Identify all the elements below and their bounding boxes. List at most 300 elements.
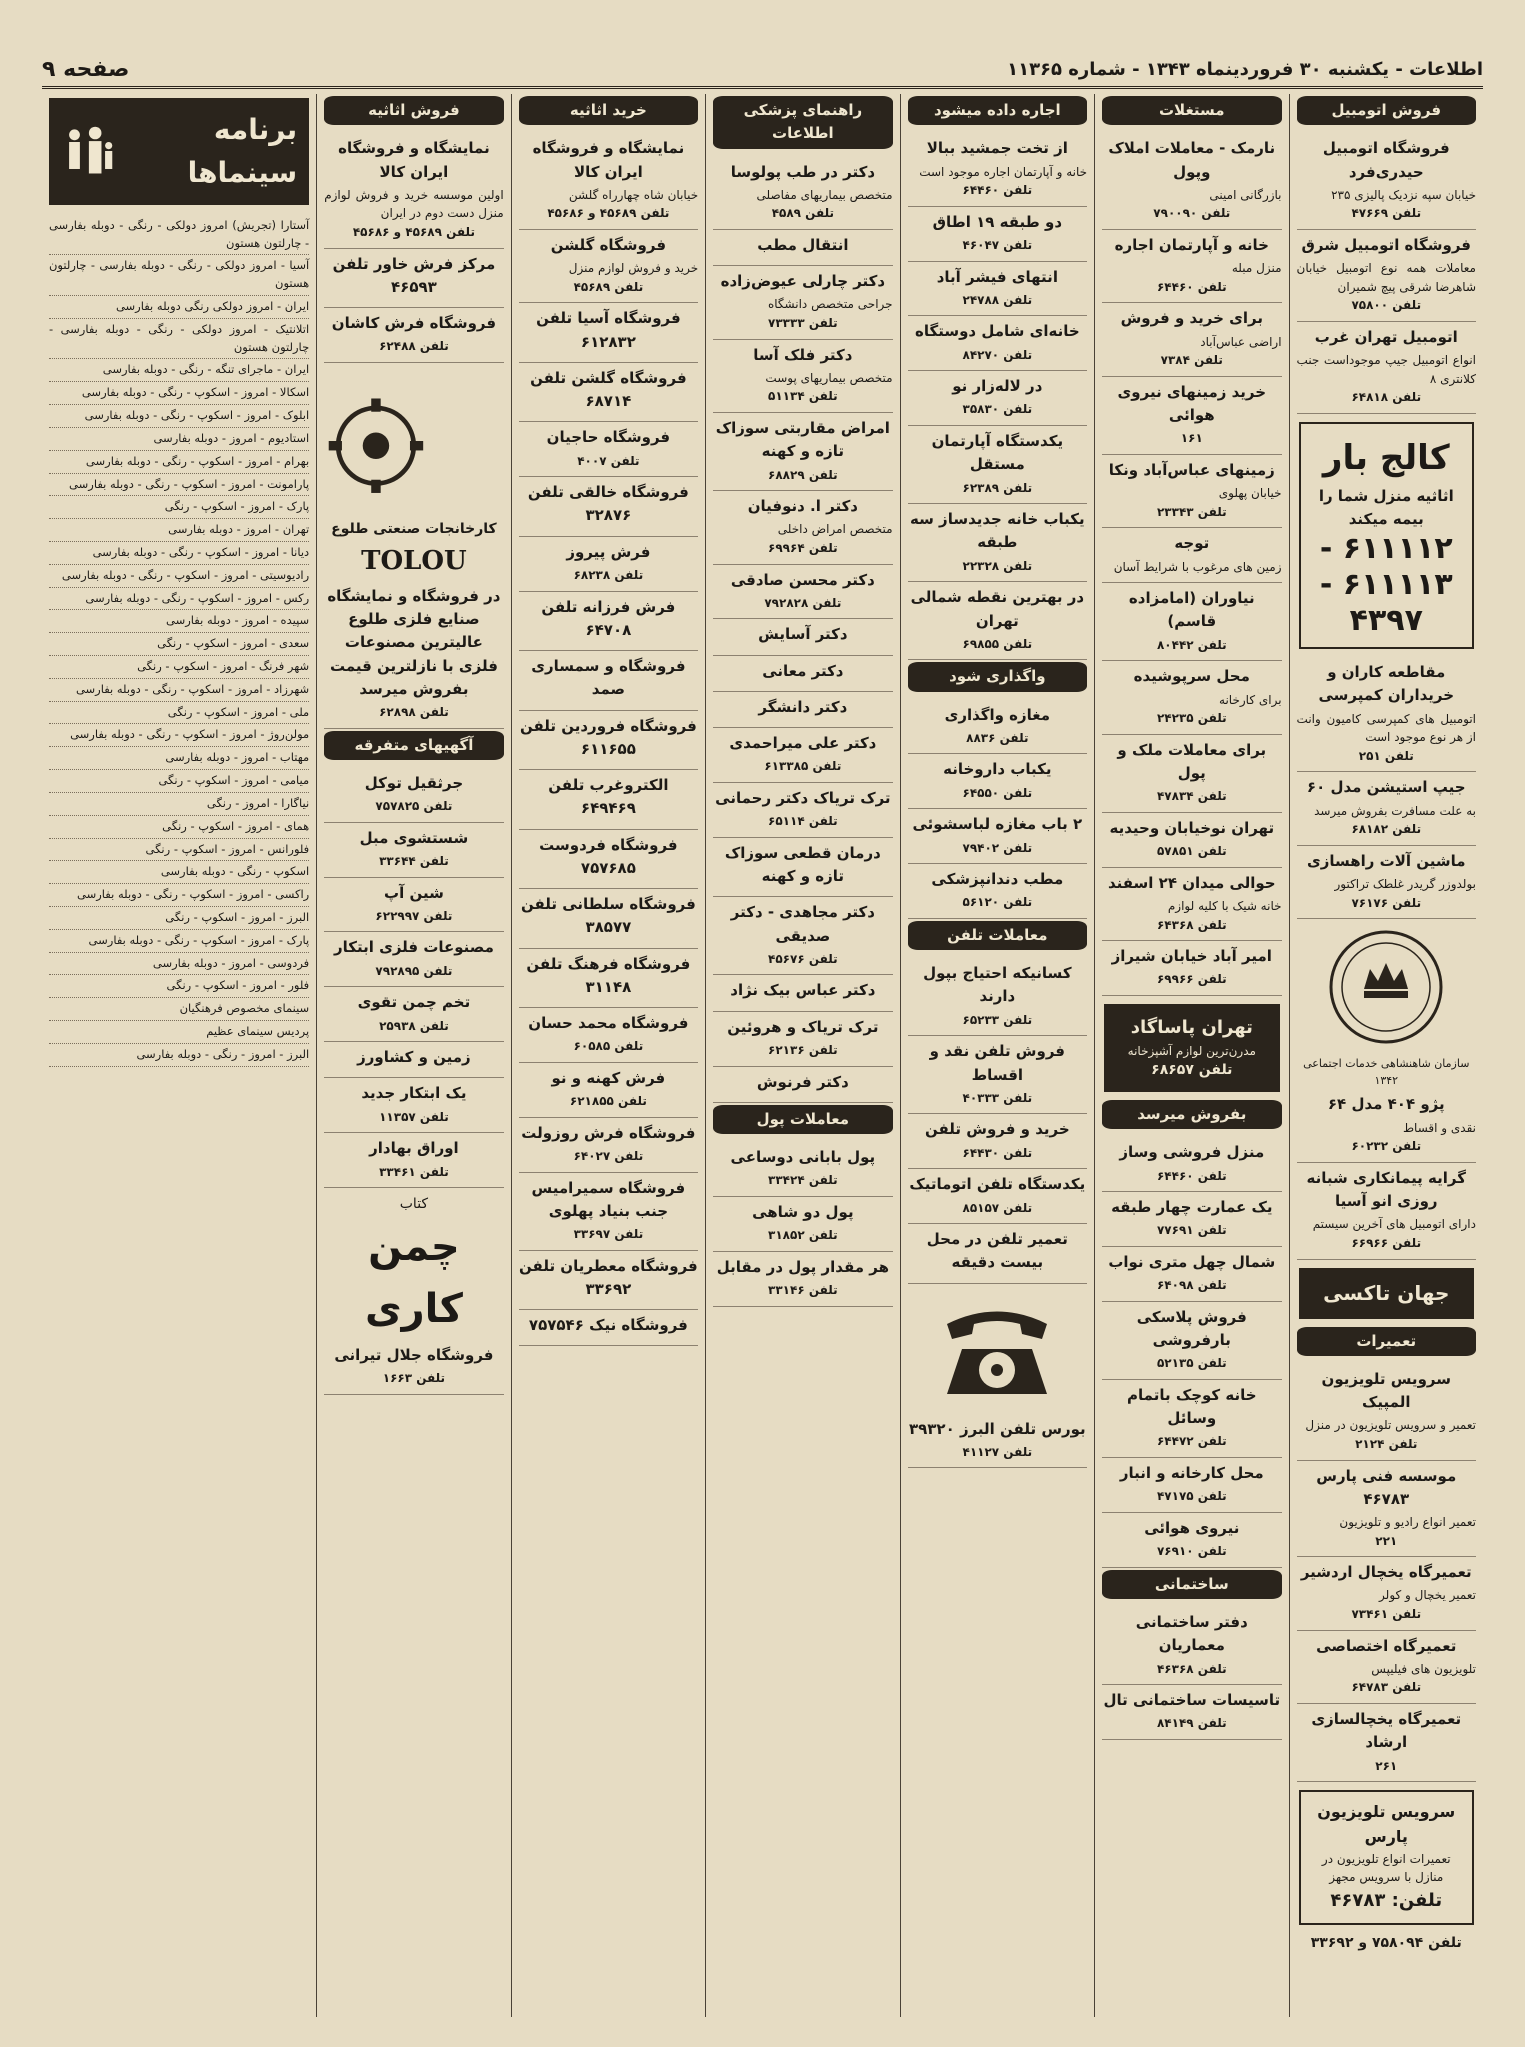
ad bbox=[1297, 1364, 1476, 1461]
cinema-listing: پارک - امروز - اسکوپ - رنگی - دوبله بفارسی bbox=[49, 930, 309, 953]
ad bbox=[713, 838, 892, 898]
ad-title: جیپ استیشن مدل ۶۰ bbox=[1306, 778, 1466, 797]
ad-phone: تلفن ۴۰۰۷ bbox=[577, 453, 640, 468]
ad bbox=[1297, 772, 1476, 845]
cinema-listing: فلور - امروز - اسکوپ - رنگی bbox=[49, 975, 309, 998]
ad-phone: تلفن ۸۵۱۵۷ bbox=[962, 1200, 1033, 1215]
ad-title: فروشگاه نیک ۷۵۷۵۴۶ bbox=[528, 1316, 688, 1335]
tolou-emblem-title: کارخانجات صنعتی طلوع bbox=[331, 520, 497, 537]
ad bbox=[713, 413, 892, 491]
ad-title: گرایه پیمانکاری شبانه روزی انو آسیا bbox=[1306, 1168, 1466, 1211]
ad bbox=[1297, 1163, 1476, 1260]
column-header-home-purchase: خرید اثاثیه bbox=[519, 96, 698, 125]
ad bbox=[519, 1251, 698, 1311]
ad-phone: تلفن ۷۶۹۱۰ bbox=[1156, 1544, 1227, 1559]
ad bbox=[713, 157, 892, 230]
ad-phone: تلفن ۶۹۸۵۵ bbox=[962, 636, 1033, 651]
ad-body: خیابان شاه چهارراه گلشن bbox=[568, 187, 699, 202]
ad bbox=[324, 1078, 503, 1133]
ad-title: پژو ۴۰۴ مدل ۶۴ bbox=[1327, 1095, 1445, 1114]
ad-title: فرش کهنه و نو bbox=[551, 1068, 666, 1087]
ad-phone: تلفن ۶۲۳۸۹ bbox=[962, 480, 1033, 495]
cinema-listing: شهر فرنگ - امروز - اسکوپ - رنگی bbox=[49, 656, 309, 679]
ad bbox=[713, 266, 892, 339]
ad-phone: تلفن ۱۶۶۳ bbox=[382, 1371, 446, 1386]
ad bbox=[1297, 322, 1476, 414]
ad bbox=[908, 426, 1087, 504]
ad-title: یکدستگاه آپارتمان مستقل bbox=[931, 432, 1064, 474]
ad-title: نیاوران (امامزاده قاسم) bbox=[1128, 589, 1255, 631]
ad bbox=[908, 316, 1087, 371]
ad bbox=[519, 770, 698, 830]
social-services-seal bbox=[1297, 927, 1476, 1047]
ad-title: بورس تلفن البرز ۳۹۳۲۰ bbox=[908, 1419, 1086, 1438]
ad-title: ترک تریاک دکتر رحمانی bbox=[715, 789, 891, 808]
column-header-auto: فروش اتومبیل bbox=[1297, 96, 1476, 125]
ad bbox=[713, 656, 892, 692]
cinema-listing: ایران - امروز دولکی رنگی دوبله بفارسی bbox=[49, 296, 309, 319]
column-auto-sales bbox=[1289, 94, 1483, 2017]
ad-phone: تلفن ۶۴۰۲۷ bbox=[573, 1149, 644, 1163]
ad-phone: تلفن ۳۳۴۶۱ bbox=[379, 1164, 449, 1179]
ad-body: به علت مسافرت بفروش میرسد bbox=[1314, 803, 1476, 818]
ad-title: فروشگاه فرهنگ تلفن ۳۱۱۴۸ bbox=[526, 954, 691, 996]
tolou-emblem bbox=[324, 371, 503, 511]
cinema-listing: مهتاب - امروز - دوبله بفارسی bbox=[49, 747, 309, 770]
ad-phone: تلفن ۲۵۱ bbox=[1358, 748, 1414, 763]
ad-body: بولدوزر گریدر غلطک تراکتور bbox=[1334, 877, 1476, 892]
ad-phone: تلفن ۷۷۶۹۱ bbox=[1156, 1223, 1227, 1238]
cinema-listing: تهران - امروز - دوبله بفارسی bbox=[49, 519, 309, 542]
ad bbox=[1297, 133, 1476, 230]
ad-body: متخصص بیماریهای پوست bbox=[765, 370, 893, 385]
ad-title: دکتر در طب پولوسا bbox=[730, 162, 876, 181]
column-header-transfer: واگذاری شود bbox=[908, 662, 1087, 691]
column-header-money: معاملات پول bbox=[713, 1105, 892, 1134]
ad-title: تاسیسات ساختمانی تال bbox=[1103, 1691, 1281, 1710]
column-header-rentals: اجاره داده میشود bbox=[908, 96, 1087, 125]
ad-body: خیابان سپه نزدیک پالیزی ۲۳۵ bbox=[1331, 187, 1476, 202]
chaman-book-kicker: کتاب bbox=[399, 1196, 429, 1213]
ad bbox=[713, 1142, 892, 1197]
ad-phone: ۱۶۱ bbox=[1180, 431, 1203, 446]
paper-dateline: اطلاعات - یکشنبه ۳۰ فروردینماه ۱۳۴۳ - شماره ۱۱۳۶۵ bbox=[1007, 58, 1483, 80]
ad-title: جرثقیل توکل bbox=[364, 773, 464, 792]
cinema-listing: سینمای مخصوص فرهنگیان bbox=[49, 998, 309, 1021]
ad-phone: تلفن ۷۹۲۸۲۸ bbox=[764, 595, 842, 610]
ad-body: برای کارخانه bbox=[1219, 692, 1282, 707]
ad-phone: تلفن ۴۰۳۳۳ bbox=[962, 1090, 1033, 1105]
ad-title: زمینهای عباس‌آباد ونکا bbox=[1108, 460, 1275, 479]
ad-body: تعمیر و سرویس تلویزیون در منزل bbox=[1305, 1418, 1476, 1433]
tehran-pasargad-body: مدرن‌ترین لوازم آشپزخانه bbox=[1127, 1043, 1256, 1058]
ad-phone: تلفن ۶۲۱۸۵۵ bbox=[569, 1094, 647, 1109]
ad bbox=[713, 783, 892, 838]
ad-body: دارای اتومبیل های آخرین سیستم bbox=[1312, 1217, 1476, 1232]
cinema-listing: بهرام - امروز - اسکوپ - رنگی - دوبله بفارسی bbox=[49, 451, 309, 474]
ad-title: دکتر محسن صادقی bbox=[730, 570, 875, 589]
ad-body: اراضی عباس‌آباد bbox=[1200, 334, 1282, 349]
ad-title: ۲ باب مغازه لباسشوئی bbox=[912, 815, 1083, 834]
cinema-listing: پارامونت - امروز - اسکوپ - رنگی - دوبله بفارسی bbox=[49, 474, 309, 497]
ad-title: نمایشگاه و فروشگاه ایران کالا bbox=[532, 139, 685, 181]
ad-phone: تلفن ۷۹۰۰۹۰ bbox=[1153, 206, 1231, 221]
ad-title: دکتر چارلی عیوض‌زاده bbox=[720, 272, 886, 291]
column-header-repairs: تعمیرات bbox=[1297, 1327, 1476, 1356]
column-rentals bbox=[900, 94, 1094, 2017]
ad bbox=[908, 504, 1087, 582]
ad-title: فروشگاه گلشن bbox=[550, 235, 667, 254]
column-header-for-sale: بفروش میرسد bbox=[1102, 1100, 1281, 1129]
ad-title: موسسه فنی پارس ۴۶۷۸۳ bbox=[1316, 1466, 1457, 1508]
ad-phone: تلفن ۶۶۹۶۶ bbox=[1351, 1235, 1422, 1250]
ad-phone: تلفن ۶۱۳۳۸۵ bbox=[764, 759, 842, 774]
ad bbox=[713, 728, 892, 783]
ad-phone: تلفن ۴۷۶۶۹ bbox=[1351, 206, 1422, 221]
cinema-listing: سعدی - امروز - اسکوپ - رنگی bbox=[49, 633, 309, 656]
ad-phone: تلفن ۳۱۸۵۲ bbox=[768, 1228, 838, 1243]
ad-title: برای خرید و فروش bbox=[1120, 309, 1264, 328]
ad bbox=[713, 975, 892, 1011]
cinema-listing: میامی - امروز - اسکوپ - رنگی bbox=[49, 770, 309, 793]
ad bbox=[1102, 1380, 1281, 1458]
ad-phone: تلفن ۶۴۴۶۰ bbox=[1156, 279, 1227, 294]
ad bbox=[324, 932, 503, 987]
pars-tv-title: سرویس تلویزیون پارس bbox=[1317, 1802, 1456, 1846]
ad-title: شین آپ bbox=[384, 883, 444, 902]
ad bbox=[908, 133, 1087, 206]
ad bbox=[519, 230, 698, 303]
college-bar-phones: ۶۱۱۱۱۲ - ۶۱۱۱۱۳ - ۴۳۹۷ bbox=[1319, 531, 1453, 639]
cinema-listing: ایران - ماجرای تنگه - رنگی - دوبله بفارسی bbox=[49, 359, 309, 382]
column-doctors bbox=[705, 94, 899, 2017]
ad-phone: تلفن ۲۴۲۳۵ bbox=[1156, 711, 1227, 726]
ad-body: معاملات همه نوع اتومبیل خیابان شاهرضا شرقی پیچ شمیران bbox=[1296, 261, 1476, 294]
ad-title: دکتر آسایش bbox=[758, 625, 848, 644]
ad-title: اتومبیل تهران غرب bbox=[1314, 327, 1458, 346]
ad bbox=[519, 651, 698, 711]
ad-title: فروشگاه اتومبیل شرق bbox=[1301, 235, 1471, 254]
ad bbox=[519, 303, 698, 363]
ad bbox=[1297, 1704, 1476, 1782]
ad-title: فروشگاه گلشن تلفن ۶۸۷۱۴ bbox=[530, 368, 687, 411]
ad-title: دکتر ا. دنوفیان bbox=[747, 497, 858, 516]
ad-phone: تلفن ۷۵۸۰۰ bbox=[1351, 298, 1422, 313]
ad bbox=[519, 537, 698, 592]
ad-title: فروشگاه فرش روزولت bbox=[521, 1123, 696, 1142]
cinema-banner-title: برنامه سینماها bbox=[187, 113, 298, 190]
ad-phone: تلفن ۶۴۰۹۸ bbox=[1156, 1278, 1227, 1293]
ad-title: یک عمارت چهار طبقه bbox=[1111, 1198, 1273, 1217]
ad bbox=[713, 230, 892, 266]
ad-body: زمین های مرغوب با شرایط آسان bbox=[1113, 559, 1282, 574]
ad bbox=[519, 1310, 698, 1346]
ad bbox=[324, 308, 503, 363]
ad-title: مصنوعات فلزی ابتکار bbox=[333, 938, 494, 957]
ad-body: خانه و آپارتمان اجاره موجود است bbox=[919, 164, 1088, 179]
ad-title: امیر آباد خیابان شیراز bbox=[1111, 947, 1272, 966]
crown-seal-icon bbox=[1326, 927, 1446, 1047]
ad-phone: تلفن ۴۷۱۷۵ bbox=[1156, 1489, 1227, 1504]
college-bar-subtitle: اثاثیه منزل شما را بیمه میکند bbox=[1318, 486, 1454, 528]
column-header-phone-deals: معاملات تلفن bbox=[908, 921, 1087, 950]
ad-title: پول دو شاهی bbox=[752, 1202, 854, 1221]
ad bbox=[713, 1252, 892, 1307]
ad-title: تخم چمن تقوی bbox=[357, 993, 471, 1012]
ad bbox=[519, 422, 698, 477]
ad bbox=[1102, 1513, 1281, 1568]
ad-title: امراض مقاربتی سوزاک تازه و کهنه bbox=[715, 419, 890, 461]
ad-title: زمین و کشاورز bbox=[357, 1048, 471, 1067]
ad bbox=[1297, 1557, 1476, 1630]
ad-phone: تلفن ۶۰۲۳۲ bbox=[1351, 1139, 1422, 1154]
ad bbox=[1102, 1458, 1281, 1513]
column-cinema-program bbox=[42, 94, 316, 2017]
ad bbox=[713, 1067, 892, 1103]
ad bbox=[713, 565, 892, 620]
column-home-purchase bbox=[511, 94, 705, 2017]
cinema-listing: دیانا - امروز - اسکوپ - رنگی - دوبله بفارسی bbox=[49, 542, 309, 565]
ad-phone: تلفن ۲۳۳۴۳ bbox=[1156, 504, 1227, 519]
pars-tv-body: تعمیرات انواع تلویزیون در منازل با سرویس مجهز bbox=[1321, 1851, 1451, 1885]
ad bbox=[1297, 657, 1476, 772]
ad-phone: تلفن ۴۵۶۸۹ و ۴۵۶۸۶ bbox=[547, 206, 670, 221]
ad bbox=[1102, 1607, 1281, 1685]
ad-title: فروشگاه خالقی تلفن ۳۲۸۷۶ bbox=[527, 483, 689, 525]
ad-phone: تلفن ۶۴۸۱۸ bbox=[1351, 390, 1422, 405]
ad-title: دو طبقه ۱۹ اطاق bbox=[932, 212, 1063, 231]
ad-title: خانه‌ای شامل دوستگاه bbox=[914, 322, 1080, 341]
ad-title: الکتروغرب تلفن ۶۴۹۴۶۹ bbox=[548, 776, 669, 818]
ad-phone: تلفن ۴۱۱۲۷ bbox=[962, 1444, 1033, 1459]
ad bbox=[1102, 303, 1281, 376]
ad-title: محل کارخانه و انبار bbox=[1119, 1464, 1264, 1483]
ad-phone: تلفن ۸۸۳۶ bbox=[966, 730, 1029, 745]
ad bbox=[1297, 1631, 1476, 1704]
column-header-furniture-sales: فروش اثاثیه bbox=[324, 96, 503, 125]
ad-phone: تلفن ۴۶۰۴۷ bbox=[962, 237, 1033, 252]
family-figures-icon bbox=[61, 123, 115, 179]
ad bbox=[324, 878, 503, 933]
ad bbox=[324, 823, 503, 878]
ad-body: بازرگانی امینی bbox=[1209, 187, 1282, 202]
ad-title: تعمیرگاه اختصاصی bbox=[1316, 1636, 1457, 1655]
ad-phone: تلفن ۴۵۶۸۹ bbox=[573, 279, 644, 294]
ad-title: نمایشگاه و فروشگاه ایران کالا bbox=[338, 139, 490, 181]
ad-phone: تلفن ۴۵۶۸۹ و ۴۵۶۸۶ bbox=[352, 224, 475, 239]
ad-title: تعمیرگاه یخچالسازی ارشاد bbox=[1311, 1710, 1462, 1752]
ad-title: دکتر معانی bbox=[762, 661, 844, 680]
ad-title: فروشگاه جلال تیرانی bbox=[334, 1345, 494, 1364]
ad-title: کسانیکه احتیاج بپول دارند bbox=[923, 964, 1072, 1006]
ad-title: سرویس تلویزیون المپیک bbox=[1321, 1369, 1451, 1412]
ad-phone: تلفن ۴۵۶۷۶ bbox=[768, 951, 838, 966]
ad-phone: تلفن ۶۸۸۲۹ bbox=[768, 467, 838, 482]
cinema-listing: فلورانس - امروز - اسکوپ - رنگی bbox=[49, 839, 309, 862]
ad bbox=[1297, 1089, 1476, 1162]
ad-phone: تلفن ۵۷۸۵۱ bbox=[1156, 844, 1227, 859]
cinema-listing: ابلوک - امروز - اسکوپ - رنگی - دوبله بفارسی bbox=[49, 405, 309, 428]
cinema-listing: استادیوم - امروز - دوبله بفارسی bbox=[49, 428, 309, 451]
ad bbox=[908, 207, 1087, 262]
ad bbox=[519, 592, 698, 652]
ad-phone: تلفن ۷۵۷۸۲۵ bbox=[375, 799, 453, 814]
ad bbox=[1102, 583, 1281, 661]
ad-title: حوالی میدان ۲۴ اسفند bbox=[1107, 873, 1276, 892]
cinema-listing: البرز - امروز - اسکوپ - رنگی bbox=[49, 907, 309, 930]
ad bbox=[908, 700, 1087, 755]
ad-phone: تلفن ۶۲۴۸۸ bbox=[379, 339, 449, 354]
column-furniture-sales bbox=[316, 94, 510, 2017]
ad-title: خانه کوچک باتمام وسائل bbox=[1127, 1385, 1257, 1428]
jahan-taxi-title: جهان تاکسی bbox=[1323, 1280, 1450, 1305]
ad-body: تعمیر انواع رادیو و تلویزیون bbox=[1339, 1515, 1476, 1529]
ad-phone: تلفن ۶۸۱۸۲ bbox=[1351, 822, 1422, 837]
ad-title: خانه و آپارتمان اجاره bbox=[1114, 235, 1269, 254]
ad-title: فروشگاه آسیا تلفن ۶۱۲۸۳۲ bbox=[536, 309, 681, 351]
cinema-listing: آسیا - امروز دولکی - رنگی - دوبله بفارسی - چارلتون هستون bbox=[49, 255, 309, 296]
ad-title: پول بابانی دوساعی bbox=[730, 1148, 876, 1167]
cinema-listing: فردوسی - امروز - دوبله بفارسی bbox=[49, 953, 309, 976]
cinema-listing: رادیوسیتی - امروز - اسکوپ - رنگی - دوبله بفارسی bbox=[49, 565, 309, 588]
column-header-real-estate: مستغلات bbox=[1102, 96, 1281, 125]
ad bbox=[1102, 735, 1281, 813]
cinema-listing: سپیده - امروز - دوبله بفارسی bbox=[49, 610, 309, 633]
ad-phone: تلفن ۶۵۲۳۳ bbox=[962, 1012, 1033, 1027]
ad bbox=[324, 581, 503, 729]
ad bbox=[519, 830, 698, 890]
jahan-taxi-ad bbox=[1299, 1268, 1474, 1319]
ad-phone: تلفن ۴۵۸۹ bbox=[771, 206, 835, 221]
ad-phone: تلفن ۶۴۴۷۲ bbox=[1156, 1434, 1227, 1449]
ad-title: دکتر فلک آسا bbox=[753, 345, 853, 364]
ad-title: فروش تلفن نقد و اقساط bbox=[929, 1042, 1065, 1084]
ad bbox=[519, 363, 698, 423]
ad-title: ماشین آلات راهسازی bbox=[1306, 851, 1466, 870]
ad-title: دکتر فرنوش bbox=[756, 1072, 849, 1091]
ad-title: درمان قطعی سوزاک تازه و کهنه bbox=[724, 843, 881, 886]
ad bbox=[713, 340, 892, 413]
ad-phone: تلفن ۶۲۲۹۹۷ bbox=[375, 908, 453, 923]
seal-caption: سازمان شاهنشاهی خدمات اجتماعی ۱۳۴۲ bbox=[1303, 1057, 1470, 1088]
ad-phone: تلفن ۱۱۳۵۷ bbox=[379, 1109, 449, 1124]
ad-title: خرید و فروش تلفن bbox=[925, 1120, 1070, 1139]
ad bbox=[519, 711, 698, 771]
ad-phone: تلفن ۷۳۴۶۱ bbox=[1351, 1607, 1422, 1622]
ad-title: یکباب خانه جدیدساز سه طبقه bbox=[909, 510, 1085, 552]
ad bbox=[1102, 230, 1281, 303]
ad-title: فروشگاه اتومبیل حیدری‌فرد bbox=[1322, 139, 1450, 181]
ad-title: اوراق بهادار bbox=[369, 1139, 459, 1158]
ad-title: فروشگاه و سمساری صمد bbox=[531, 657, 686, 699]
ad bbox=[519, 949, 698, 1009]
ad-title: یک ابتکار جدید bbox=[361, 1084, 467, 1103]
ad-title: نارمک - معاملات املاک وپول bbox=[1108, 139, 1276, 181]
ad-title: مغازه واگذاری bbox=[944, 705, 1051, 724]
ad-phone: تلفن ۴۷۸۳۴ bbox=[1156, 789, 1227, 804]
ad-title: از تخت جمشید ببالا bbox=[926, 139, 1068, 158]
ad-title: خرید زمینهای نیروی هوائی bbox=[1117, 382, 1267, 425]
cinema-listing: راکسی - امروز - اسکوپ - رنگی - دوبله بفارسی bbox=[49, 884, 309, 907]
ad-title: فروشگاه فردوست ۷۵۷۶۸۵ bbox=[539, 835, 678, 877]
ad-title: در فروشگاه و نمایشگاه صنایع فلزی طلوع عالیترین مصنوعات فلزی با نازلترین قیمت بفروش میرسد bbox=[327, 586, 501, 698]
ad-phone: ۲۶۱ bbox=[1375, 1758, 1398, 1773]
ad bbox=[713, 692, 892, 728]
ad bbox=[1297, 846, 1476, 919]
cinema-listing: اسکالا - امروز - اسکوپ - رنگی - دوبله بفارسی bbox=[49, 382, 309, 405]
ad-title: مقاطعه کاران و خریداران کمپرسی bbox=[1318, 663, 1455, 705]
ad bbox=[908, 262, 1087, 317]
ad-title: دفتر ساختمانی معماریان bbox=[1135, 1613, 1248, 1655]
ad bbox=[1297, 230, 1476, 322]
ad-title: یکباب داروخانه bbox=[943, 760, 1052, 779]
ad bbox=[519, 133, 698, 230]
cinema-banner bbox=[49, 98, 309, 205]
ad bbox=[908, 754, 1087, 809]
ad bbox=[713, 1012, 892, 1067]
ad bbox=[908, 1224, 1087, 1284]
college-bar-title: کالج بار bbox=[1322, 438, 1450, 478]
ad-phone: تلفن ۷۳۸۴ bbox=[1160, 353, 1223, 368]
tehran-pasargad-title: تهران پاساگاد bbox=[1130, 1016, 1253, 1038]
cinema-listing: شهرزاد - امروز - اسکوپ - رنگی - دوبله بفارسی bbox=[49, 679, 309, 702]
ad-title: انتقال مطب bbox=[757, 235, 849, 254]
ad-body: منزل مبله bbox=[1231, 261, 1282, 276]
ad-title: دکتر مجاهدی - دکتر صدیقی bbox=[730, 903, 875, 945]
cinema-listing: اتلانتیک - امروز دولکی - رنگی - دوبله بفارسی - چارلتون هستون bbox=[49, 319, 309, 360]
tehran-pasargad-phone: تلفن ۶۸۶۵۷ bbox=[1151, 1062, 1233, 1079]
column-real-estate bbox=[1094, 94, 1288, 2017]
ad-phone: تلفن ۲۱۲۴ bbox=[1355, 1436, 1418, 1451]
ad-title: دکتر دانشگر bbox=[758, 697, 848, 716]
ad bbox=[324, 249, 503, 309]
ad bbox=[908, 1114, 1087, 1169]
column-header-doctors: راهنمای پزشکی اطلاعات bbox=[713, 96, 892, 149]
ad-title: مرکز فرش خاور تلفن ۴۶۵۹۳ bbox=[332, 254, 496, 296]
ad-title: دکتر عباس بیک نژاد bbox=[730, 981, 876, 1000]
ad-phone: تلفن ۸۴۲۷۰ bbox=[962, 347, 1033, 362]
ad-phone: ۲۲۱ bbox=[1375, 1533, 1398, 1548]
ad-body: اتومبیل های کمپرسی کامیون وانت از هر نوع موجود است bbox=[1296, 711, 1476, 745]
ad bbox=[908, 864, 1087, 919]
ad bbox=[519, 1173, 698, 1251]
ad-title: فروشگاه فروردین تلفن ۶۱۱۶۵۵ bbox=[519, 716, 697, 758]
ad-title: فروشگاه فرش کاشان bbox=[331, 314, 497, 333]
cinema-listing: اسکوپ - رنگی - دوبله بفارسی bbox=[49, 861, 309, 884]
ad bbox=[1102, 1192, 1281, 1247]
ad-title: دکتر علی میراحمدی bbox=[729, 734, 877, 753]
gear-emblem-icon bbox=[324, 371, 503, 511]
ad-phone: تلفن ۳۳۶۴۴ bbox=[379, 854, 449, 869]
ad-phone: تلفن ۶۲۸۹۸ bbox=[379, 705, 449, 720]
ad-body: تلویزیون های فیلیپس bbox=[1371, 1661, 1476, 1676]
ad bbox=[324, 1042, 503, 1078]
ad bbox=[713, 1197, 892, 1252]
ad-title: انتهای فیشر آباد bbox=[936, 267, 1058, 286]
ad bbox=[1102, 1247, 1281, 1302]
ad-phone: تلفن ۷۹۴۰۲ bbox=[962, 840, 1033, 855]
ad-phone: تلفن ۵۶۱۲۰ bbox=[962, 895, 1033, 910]
ad-title: تهران نوخیابان وحیدیه bbox=[1109, 818, 1275, 837]
ad-title: مطب دندانپزشکی bbox=[931, 870, 1064, 889]
ad-phone: تلفن ۶۴۳۶۸ bbox=[1156, 917, 1227, 932]
cinema-listing: رکس - امروز - اسکوپ - رنگی - دوبله بفارسی bbox=[49, 588, 309, 611]
cinema-listing: آستارا (تجریش) امروز دولکی - رنگی - دوبله بفارسی - چارلتون هستون bbox=[49, 215, 309, 256]
ad-title: فرش پیروز bbox=[566, 542, 651, 561]
cinema-listing: ملی - امروز - اسکوپ - رنگی bbox=[49, 702, 309, 725]
ad bbox=[1102, 1685, 1281, 1740]
ad-title: یکدستگاه تلفن اتوماتیک bbox=[909, 1175, 1086, 1194]
